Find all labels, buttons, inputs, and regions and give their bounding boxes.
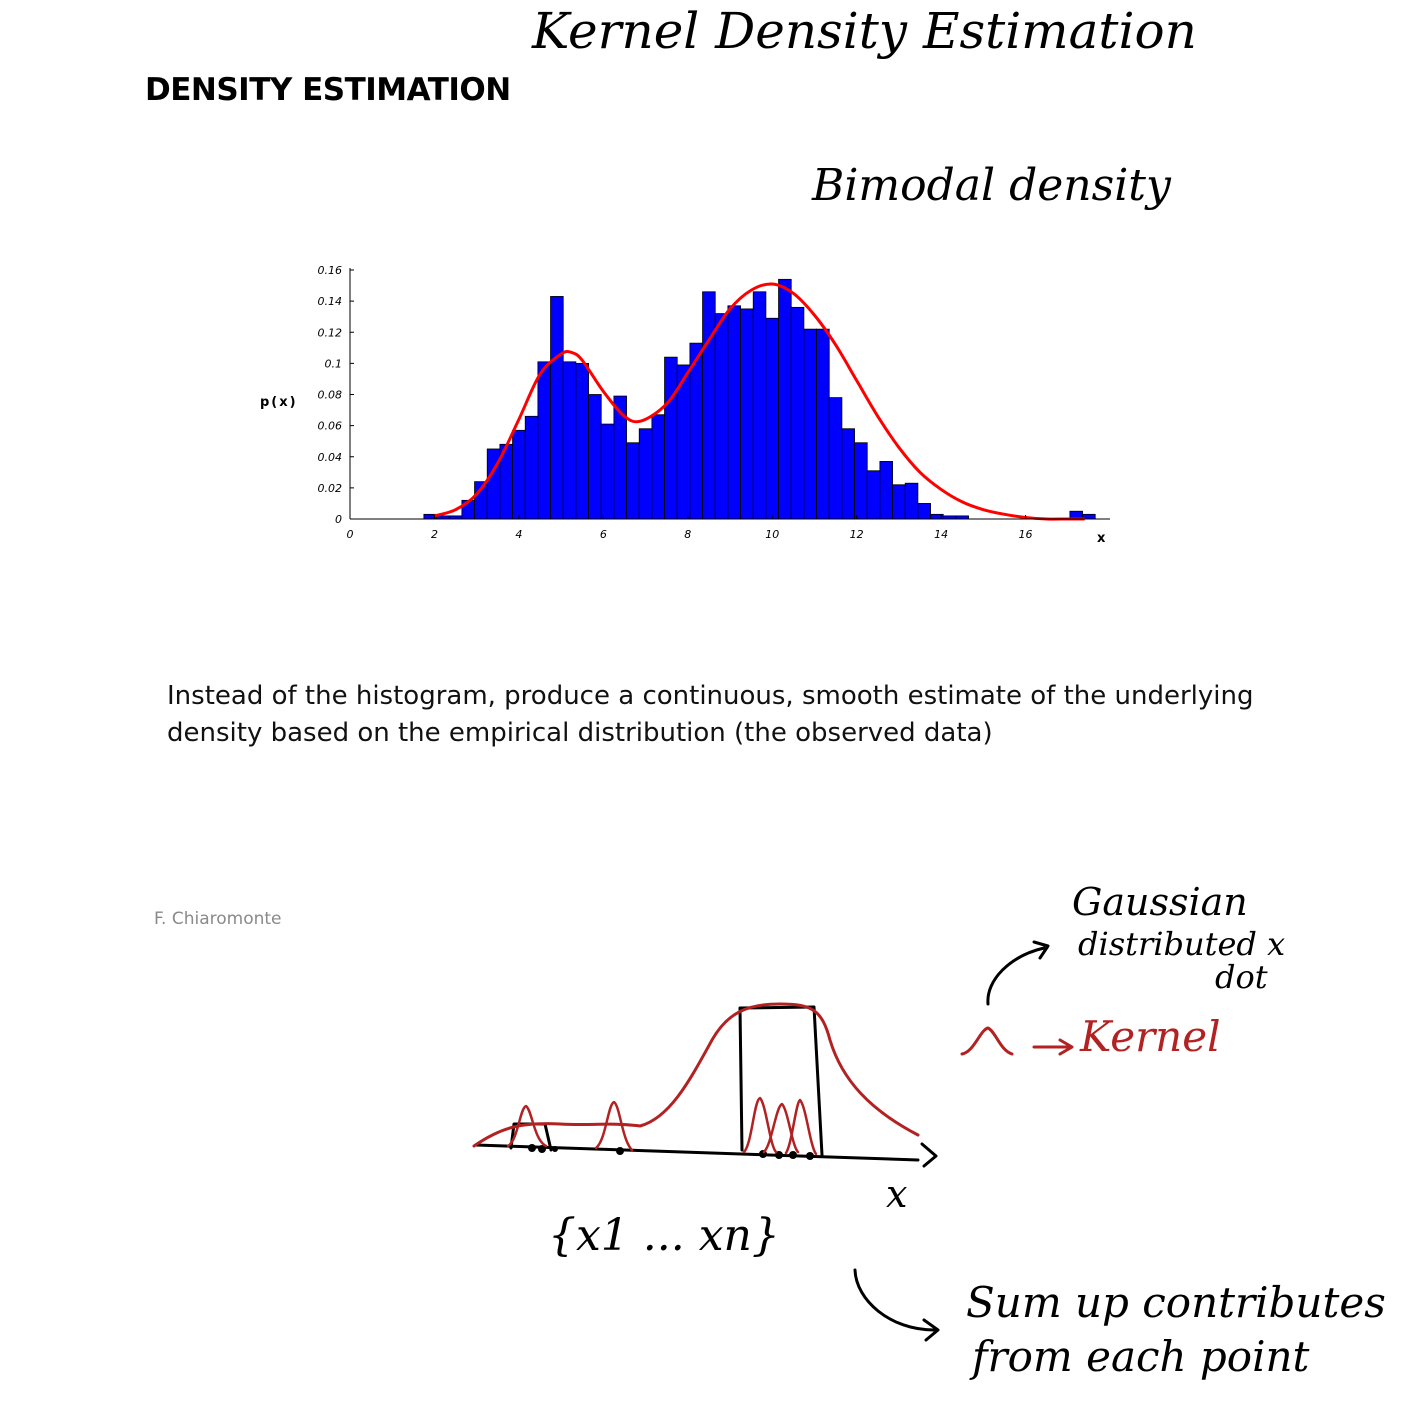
y-tick-label: 0	[335, 513, 342, 526]
footer-author: F. Chiaromonte	[154, 909, 282, 929]
handwritten-gaussian-line1: Gaussian	[1072, 880, 1248, 924]
sketch-kernel-3	[744, 1098, 776, 1152]
y-tick-label: 0.1	[324, 357, 342, 371]
x-tick-label: 6	[599, 528, 607, 541]
handwritten-sample-set: {x1 ... xn}	[548, 1210, 780, 1261]
sketch-sum-arrow	[855, 1270, 938, 1340]
handwritten-gaussian-line2: distributed x	[1078, 925, 1286, 963]
sketch-gaussian-arrow	[988, 942, 1048, 1004]
y-tick-label: 0.04	[317, 450, 342, 464]
handwritten-sum-line1: Sum up contributes	[966, 1278, 1386, 1327]
y-tick-label: 0.12	[317, 326, 342, 340]
y-tick-label: 0.02	[317, 481, 342, 495]
x-tick-label: 2	[430, 528, 438, 541]
y-tick-label: 0.16	[317, 264, 342, 277]
handwritten-x-axis-label: x	[886, 1172, 908, 1216]
x-tick-label: 16	[1018, 528, 1033, 541]
x-tick-label: 12	[849, 528, 864, 541]
sketch-kde-curve	[474, 1004, 918, 1146]
handwritten-chart-note: Bimodal density	[812, 160, 1171, 211]
sketch-axis-arrow	[922, 1144, 936, 1166]
y-axis-label: p(x)	[260, 395, 298, 410]
handwritten-gaussian-line3: dot	[1215, 958, 1268, 996]
y-tick-label: 0.08	[317, 388, 342, 402]
slide-title: DENSITY ESTIMATION	[145, 72, 511, 108]
y-tick-label: 0.06	[317, 419, 342, 433]
x-tick-label: 10	[765, 528, 780, 541]
x-tick-label: 8	[684, 528, 692, 541]
handwritten-kernel-note: Kernel	[1080, 1012, 1221, 1061]
x-tick-label: 0	[346, 528, 354, 541]
sketch-kernel-arrow	[1034, 1040, 1072, 1054]
x-tick-label: 4	[515, 528, 523, 541]
x-axis-label: x	[1097, 531, 1108, 546]
x-tick-label: 14	[934, 528, 949, 541]
slide-body-text: Instead of the histogram, produce a continuous, smooth estimate of the underlying density based on the empirical distribution (the observed data)	[167, 681, 1254, 748]
handwritten-heading: Kernel Density Estimation	[532, 2, 1197, 60]
handwritten-sum-line2: from each point	[972, 1332, 1310, 1381]
sketch-kernel-symbol	[962, 1028, 1012, 1054]
y-tick-label: 0.14	[317, 295, 342, 309]
